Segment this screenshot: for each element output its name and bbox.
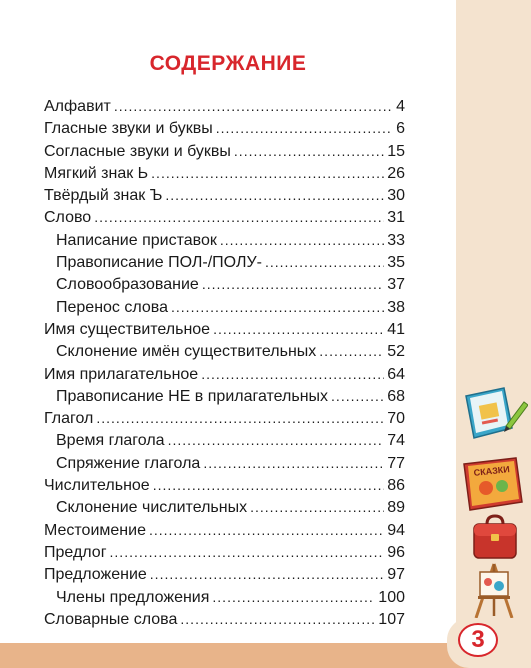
toc-entry <box>44 566 405 588</box>
toc-entry-title: Имя прилагательное <box>44 365 199 383</box>
toc-entry-title: Время глагола <box>56 432 165 450</box>
toc-entry <box>44 276 405 298</box>
toc-dot-leader <box>220 232 384 248</box>
toc-entry <box>44 388 405 410</box>
toc-entry-page: 77 <box>387 454 405 472</box>
toc-entry <box>44 98 405 120</box>
toc-entry-title: Правописание ПОЛ-/ПОЛУ- <box>56 254 262 272</box>
toc-entry <box>44 589 405 611</box>
toc-dot-leader <box>213 321 384 337</box>
toc-entry-page: 33 <box>387 231 405 249</box>
toc-entry-title: Твёрдый знак Ъ <box>44 187 163 205</box>
toc-dot-leader <box>212 589 375 605</box>
toc-entry-title: Гласные звуки и буквы <box>44 120 213 138</box>
toc-dot-leader <box>168 432 385 448</box>
toc-dot-leader <box>171 299 384 315</box>
toc-entry-title: Склонение имён существительных <box>56 343 317 361</box>
toc-entry-page: 4 <box>396 98 405 115</box>
toc-dot-leader <box>180 611 375 627</box>
toc-entry-page: 26 <box>387 164 405 182</box>
toc-dot-leader <box>234 143 384 159</box>
toc-entry-title: Спряжение глагола <box>56 454 201 472</box>
toc-entry-page: 86 <box>387 477 405 495</box>
toc-entry-page: 70 <box>387 410 405 428</box>
toc-entry-title: Мягкий знак Ь <box>44 164 149 182</box>
toc-entry <box>44 187 405 209</box>
toc-entry-page: 15 <box>387 142 405 160</box>
page-title: СОДЕРЖАНИЕ <box>149 52 307 75</box>
school-bag-icon <box>470 514 520 562</box>
toc-entry-page: 89 <box>387 499 405 517</box>
easel-icon <box>466 562 522 620</box>
toc-entry-title: Написание приставок <box>56 231 217 249</box>
toc-entry-title: Имя существительное <box>44 320 211 338</box>
toc-entry <box>44 232 405 254</box>
toc-entry <box>44 299 405 321</box>
toc-dot-leader <box>153 477 385 493</box>
toc-entry-title: Перенос слова <box>56 298 169 316</box>
toc-dot-leader <box>151 165 384 181</box>
toc-entry-page: 41 <box>387 320 405 338</box>
toc-entry-page: 68 <box>387 387 405 405</box>
toc-entry <box>44 432 405 454</box>
toc-entry-title: Согласные звуки и буквы <box>44 142 231 160</box>
toc-entry-page: 94 <box>387 521 405 539</box>
toc-entry-page: 100 <box>378 588 405 606</box>
toc-dot-leader <box>331 388 384 404</box>
toc-entry <box>44 343 405 365</box>
toc-entry-title: Предложение <box>44 566 147 584</box>
toc-entry-title: Алфавит <box>44 98 111 115</box>
toc-entry-page: 97 <box>387 566 405 584</box>
toc-entry-page: 74 <box>387 432 405 450</box>
toc-entry-page: 35 <box>387 254 405 272</box>
toc-entry <box>44 522 405 544</box>
toc-dot-leader <box>150 566 384 582</box>
toc-entry-title: Правописание НЕ в прилагательных <box>56 387 329 405</box>
toc-dot-leader <box>202 276 384 292</box>
toc-dot-leader <box>96 410 384 426</box>
toc-entry <box>44 254 405 276</box>
toc-entry <box>44 165 405 187</box>
toc-dot-leader <box>265 254 384 270</box>
toc-dot-leader <box>203 455 384 471</box>
toc-entry-title: Глагол <box>44 410 94 428</box>
page-number: 3 <box>458 623 498 657</box>
toc-dot-leader <box>149 522 384 538</box>
toc-entry-title: Словарные слова <box>44 610 178 628</box>
table-of-contents <box>44 98 405 633</box>
toc-entry-title: Числительное <box>44 477 150 495</box>
toc-entry-title: Склонение числительных <box>56 499 248 517</box>
toc-dot-leader <box>250 499 384 515</box>
toc-dot-leader <box>165 187 384 203</box>
fairy-tales-book-icon <box>462 456 528 516</box>
toc-entry-page: 6 <box>396 120 405 138</box>
toc-entry-page: 31 <box>387 209 405 227</box>
toc-entry-title: Местоимение <box>44 521 146 539</box>
toc-entry-page: 38 <box>387 298 405 316</box>
toc-entry <box>44 120 405 142</box>
decorative-margin <box>456 0 531 643</box>
toc-dot-leader <box>201 366 384 382</box>
fairy-tales-label: СКАЗКИ <box>473 464 511 478</box>
toc-dot-leader <box>319 343 384 359</box>
toc-dot-leader <box>216 120 393 136</box>
toc-entry-page: 96 <box>387 543 405 561</box>
toc-entry <box>44 544 405 566</box>
toc-dot-leader <box>110 544 385 560</box>
toc-entry-title: Слово <box>44 209 92 227</box>
toc-entry <box>44 477 405 499</box>
toc-entry <box>44 499 405 521</box>
toc-entry-page: 107 <box>378 610 405 628</box>
toc-entry <box>44 321 405 343</box>
toc-entry-title: Предлог <box>44 543 107 561</box>
toc-dot-leader <box>94 209 384 225</box>
toc-entry-page: 30 <box>387 187 405 205</box>
toc-entry <box>44 143 405 165</box>
toc-entry <box>44 366 405 388</box>
book-with-pencil-icon <box>462 382 528 448</box>
toc-entry <box>44 455 405 477</box>
toc-entry-page: 37 <box>387 276 405 294</box>
toc-dot-leader <box>114 98 393 114</box>
toc-entry <box>44 611 405 633</box>
toc-entry <box>44 410 405 432</box>
toc-entry-page: 52 <box>387 343 405 361</box>
toc-entry-title: Словообразование <box>56 276 199 294</box>
toc-entry-page: 64 <box>387 365 405 383</box>
toc-entry <box>44 209 405 231</box>
toc-entry-title: Члены предложения <box>56 588 210 606</box>
